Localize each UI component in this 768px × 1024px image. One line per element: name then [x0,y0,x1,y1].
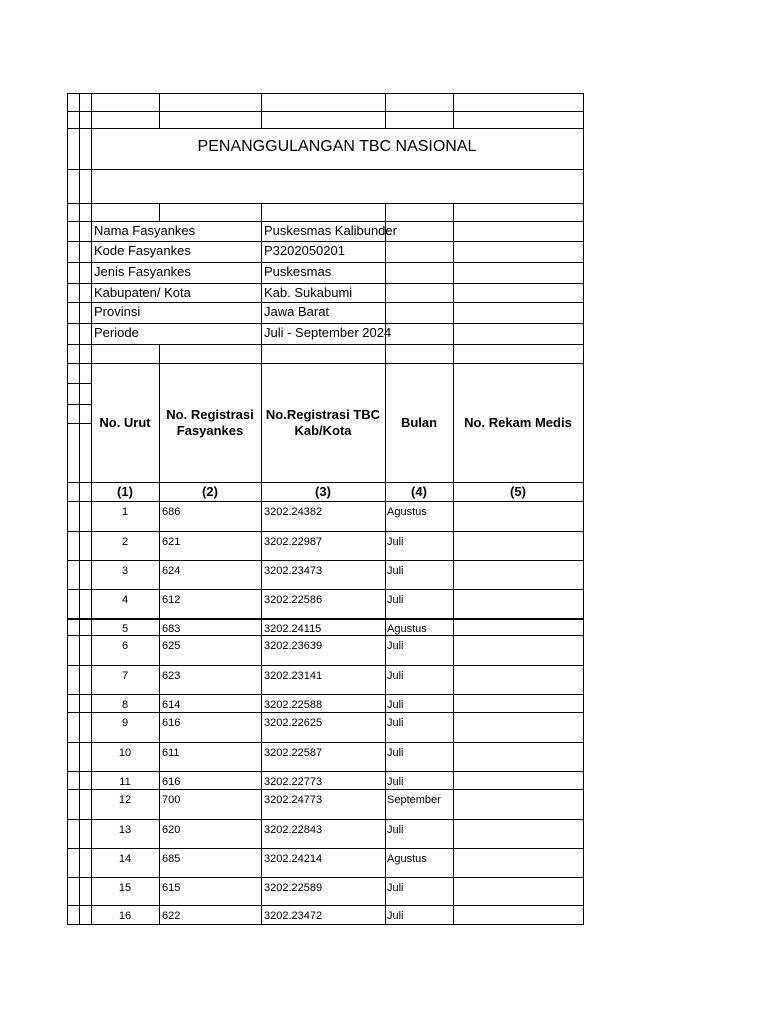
row-number: 6 [121,640,129,652]
month: Juli [387,747,404,759]
registration-tbc: 3202.24382 [264,506,323,518]
grid-line [261,93,262,128]
grid-line [67,302,584,303]
row-number: 3 [121,565,129,577]
grid-line [67,111,584,112]
registration-tbc: 3202.23472 [264,910,323,922]
grid-line [261,221,262,344]
grid-line [385,344,386,363]
month: Juli [387,824,404,836]
registration-fasyankes: 611 [162,747,180,759]
registration-fasyankes: 615 [162,882,181,894]
registration-fasyankes: 686 [162,506,181,518]
month: Juli [387,910,404,922]
grid-line [67,241,584,242]
grid-line [67,169,584,170]
grid-line [79,93,80,925]
grid-line [159,482,160,501]
info-value: Juli - September 2024 [264,325,392,340]
column-number: (5) [510,484,526,499]
column-header: No. Rekam Medis [464,415,572,430]
grid-line [67,203,584,204]
row-number: 10 [118,747,132,759]
column-header: No.Registrasi TBC Kab/Kota [265,407,381,438]
top-border [67,93,584,94]
registration-fasyankes: 614 [162,699,181,711]
row-line [67,560,584,561]
registration-tbc: 3202.24773 [264,794,323,806]
row-number: 14 [118,853,132,865]
grid-line [453,482,454,501]
month: Juli [387,640,404,652]
grid-line [67,344,584,345]
grid-line [453,221,454,344]
month: Agustus [387,853,427,865]
row-number: 15 [118,882,132,894]
grid-line [159,203,160,221]
row-line [67,789,584,790]
grid-line [453,93,454,128]
grid-line [159,363,160,482]
registration-tbc: 3202.22586 [264,594,323,606]
row-number: 2 [121,536,129,548]
right-border [583,93,584,925]
row-number: 1 [121,506,129,518]
grid-line [385,501,386,924]
row-line [67,819,584,820]
grid-line [261,482,262,501]
month: September [387,794,441,806]
row-number: 16 [118,910,132,922]
registration-tbc: 3202.24115 [264,623,322,635]
info-value: P3202050201 [264,243,345,258]
month: Juli [387,594,404,606]
grid-line [453,363,454,482]
grid-line [385,482,386,501]
column-number: (1) [117,484,133,499]
registration-fasyankes: 612 [162,594,181,606]
registration-fasyankes: 700 [162,794,181,806]
info-label: Jenis Fasyankes [94,264,191,279]
row-line [67,742,584,743]
grid-line [385,363,386,482]
row-number: 11 [119,776,131,788]
column-number: (3) [315,484,331,499]
registration-tbc: 3202.22587 [264,747,323,759]
row-number: 8 [121,699,129,711]
grid-line [67,323,584,324]
grid-line [159,501,160,924]
month: Juli [387,717,404,729]
registration-tbc: 3202.23473 [264,565,323,577]
row-line [67,694,584,695]
info-label: Nama Fasyankes [94,223,196,238]
left-border [67,93,68,925]
registration-fasyankes: 625 [162,640,181,652]
row-number: 12 [118,794,132,806]
registration-tbc: 3202.22843 [264,824,323,836]
registration-fasyankes: 616 [162,717,181,729]
row-line [67,924,584,925]
grid-line [67,128,584,129]
grid-line [67,501,584,502]
month: Juli [387,565,404,577]
grid-line [385,93,386,128]
registration-fasyankes: 616 [162,776,181,788]
row-number: 9 [121,717,129,729]
column-header: Bulan [400,415,438,430]
grid-line [159,93,160,128]
grid-line [67,283,584,284]
grid-line [453,344,454,363]
registration-tbc: 3202.23639 [264,640,323,652]
registration-tbc: 3202.23141 [264,670,323,682]
registration-fasyankes: 624 [162,565,181,577]
registration-fasyankes: 621 [162,536,181,548]
grid-line [453,501,454,924]
registration-tbc: 3202.22773 [264,776,323,788]
row-line [67,877,584,878]
grid-line [453,203,454,221]
info-value: Puskesmas Kalibunder [264,223,397,238]
row-line [67,771,584,772]
grid-line [159,344,160,363]
row-line [67,531,584,532]
info-value: Kab. Sukabumi [264,285,353,300]
registration-fasyankes: 622 [162,910,181,922]
column-number: (2) [202,484,218,499]
grid-line [385,203,386,221]
registration-tbc: 3202.22589 [264,882,323,894]
month: Agustus [387,506,427,518]
info-label: Kode Fasyankes [94,243,191,258]
info-value: Jawa Barat [264,304,330,319]
row-number: 13 [118,824,132,836]
month: Juli [387,776,404,788]
grid-line [67,363,584,364]
registration-tbc: 3202.22987 [264,536,323,548]
registration-tbc: 3202.22625 [264,717,323,729]
month: Juli [387,882,404,894]
info-label: Periode [94,325,139,340]
grid-line [261,203,262,221]
row-number: 4 [121,594,129,606]
info-label: Provinsi [94,304,141,319]
month: Juli [387,670,404,682]
grid-line [67,221,584,222]
info-label: Kabupaten/ Kota [94,285,191,300]
row-line [67,712,584,713]
registration-tbc: 3202.22588 [264,699,323,711]
row-line [67,635,584,636]
column-number: (4) [411,484,427,499]
month: Juli [387,536,404,548]
column-header: No. Urut [99,415,151,430]
row-line [67,618,584,620]
row-number: 5 [121,623,129,635]
grid-line [261,344,262,363]
registration-fasyankes: 623 [162,670,181,682]
page-title: PENANGGULANGAN TBC NASIONAL [197,138,477,155]
column-header: No. Registrasi Fasyankes [166,407,254,438]
registration-fasyankes: 685 [162,853,181,865]
grid-line [67,262,584,263]
grid-line [261,501,262,924]
row-number: 7 [121,670,129,682]
month: Juli [387,699,404,711]
row-line [67,665,584,666]
row-line [67,905,584,906]
month: Agustus [387,623,427,635]
info-value: Puskesmas [264,264,332,279]
grid-line [261,363,262,482]
registration-fasyankes: 683 [162,623,181,635]
registration-fasyankes: 620 [162,824,181,836]
grid-line [91,93,92,925]
row-line [67,848,584,849]
grid-line [67,482,584,483]
row-line [67,589,584,590]
registration-tbc: 3202.24214 [264,853,323,865]
